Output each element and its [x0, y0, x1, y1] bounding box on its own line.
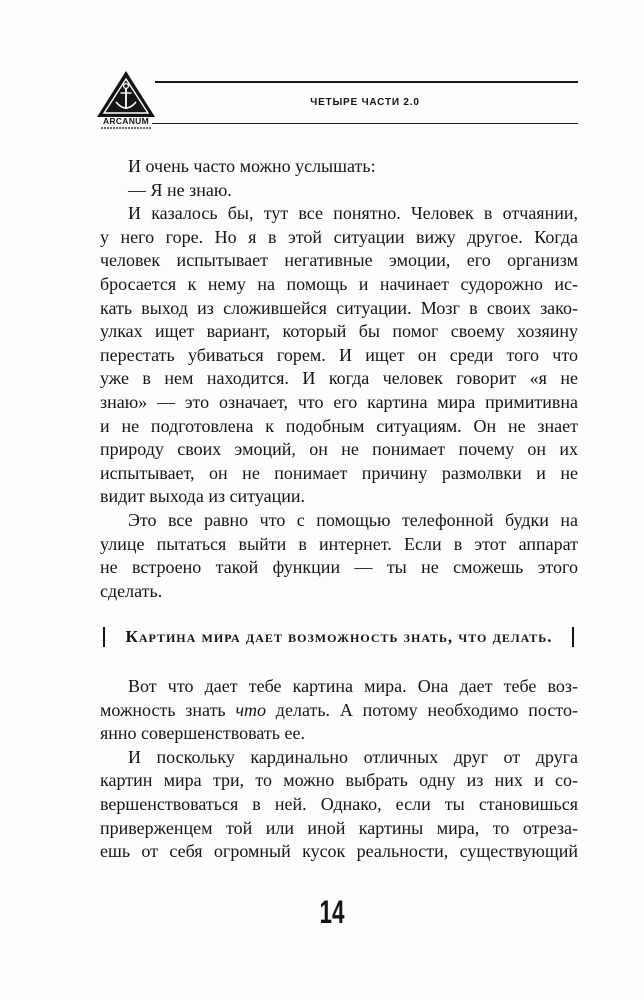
paragraph: [100, 509, 578, 603]
text-line: И очень часто можно услышать:: [128, 156, 376, 176]
text-line: улках ищет вариант, который бы помог своему хозяину: [100, 321, 578, 342]
heading-bar-left: [103, 627, 105, 647]
page-number: 14: [319, 894, 345, 930]
text-line: И поскольку кардинально отличных друг от друга: [128, 746, 578, 767]
paragraph: [100, 746, 578, 864]
header-rule-bottom: [152, 123, 578, 124]
heading-bar-right: [572, 627, 574, 647]
logo-wordmark: ARCANUM: [102, 116, 149, 126]
section-heading-text: Картина мира дает возможность знать, что делать.: [125, 627, 553, 646]
text-line: — Я не знаю.: [128, 179, 232, 200]
text-line: ешь от себя огромный кусок реальности, существующий: [100, 841, 578, 862]
text-line: природу своих эмоций, он не понимает почему он их: [100, 439, 578, 460]
text-line: Это все равно что с помощью телефонной будки на: [128, 509, 578, 530]
text-line: картин мира три, то можно выбрать одну из них и со-: [100, 770, 578, 791]
logo-tagline-mark: [101, 127, 151, 129]
text-line: знаю» — это означает, что его картина мира примитивна: [100, 391, 578, 412]
running-title: ЧЕТЫРЕ ЧАСТИ 2.0: [310, 97, 420, 108]
text-line: приверженцем той или иной картины мира, то отреза-: [100, 817, 578, 838]
text-line: И казалось бы, тут все понятно. Человек в отчаянии,: [128, 203, 578, 224]
text-run: можность знать: [100, 699, 236, 720]
text-line: не встроено такой функции — ты не сможешь этого: [100, 557, 578, 578]
section-heading: [100, 625, 578, 649]
text-line: Вот что дает тебе картина мира. Она дает тебе воз-: [128, 676, 578, 696]
text-line: человек испытывает негативные эмоции, его организм: [100, 250, 578, 271]
text-line: уже в нем находится. И когда человек говорит «я не: [100, 368, 578, 389]
paragraph: [100, 179, 578, 203]
text-line: у него горе. Но я в этой ситуации вижу другое. Когда: [100, 226, 578, 247]
paragraph: [100, 202, 578, 509]
publisher-logo-icon: [96, 70, 156, 118]
text-line: испытывает, он не понимает причину размолвки и не: [100, 462, 578, 483]
text-block: [100, 155, 578, 603]
text-line: перестать убиваться горем. И ищет он среди того что: [100, 344, 578, 365]
text-line: улице пытаться выйти в интернет. Если в этот аппарат: [100, 533, 578, 554]
paragraph: [100, 675, 578, 746]
text-line: вершенствоваться в ней. Однако, если ты становишься: [100, 793, 578, 814]
text-line: видит выхода из ситуации.: [100, 486, 305, 507]
text-line: кать выход из сложившейся ситуации. Мозг в своих зако-: [100, 297, 578, 318]
text-line: сделать.: [100, 580, 163, 601]
emphasis-word: что: [235, 699, 267, 720]
header-rule-top: [155, 81, 578, 83]
text-line: янно совершенствовать ее.: [100, 723, 305, 744]
text-line: и не подготовлена к подобным ситуациям. Он не знает: [100, 415, 578, 436]
text-line: бросается к нему на помощь и начинает судорожно ис-: [100, 273, 578, 294]
paragraph: [100, 155, 578, 179]
text-run: делать. А потому необходимо посто-: [266, 699, 578, 720]
text-line: [100, 699, 578, 723]
text-block: [100, 675, 578, 864]
